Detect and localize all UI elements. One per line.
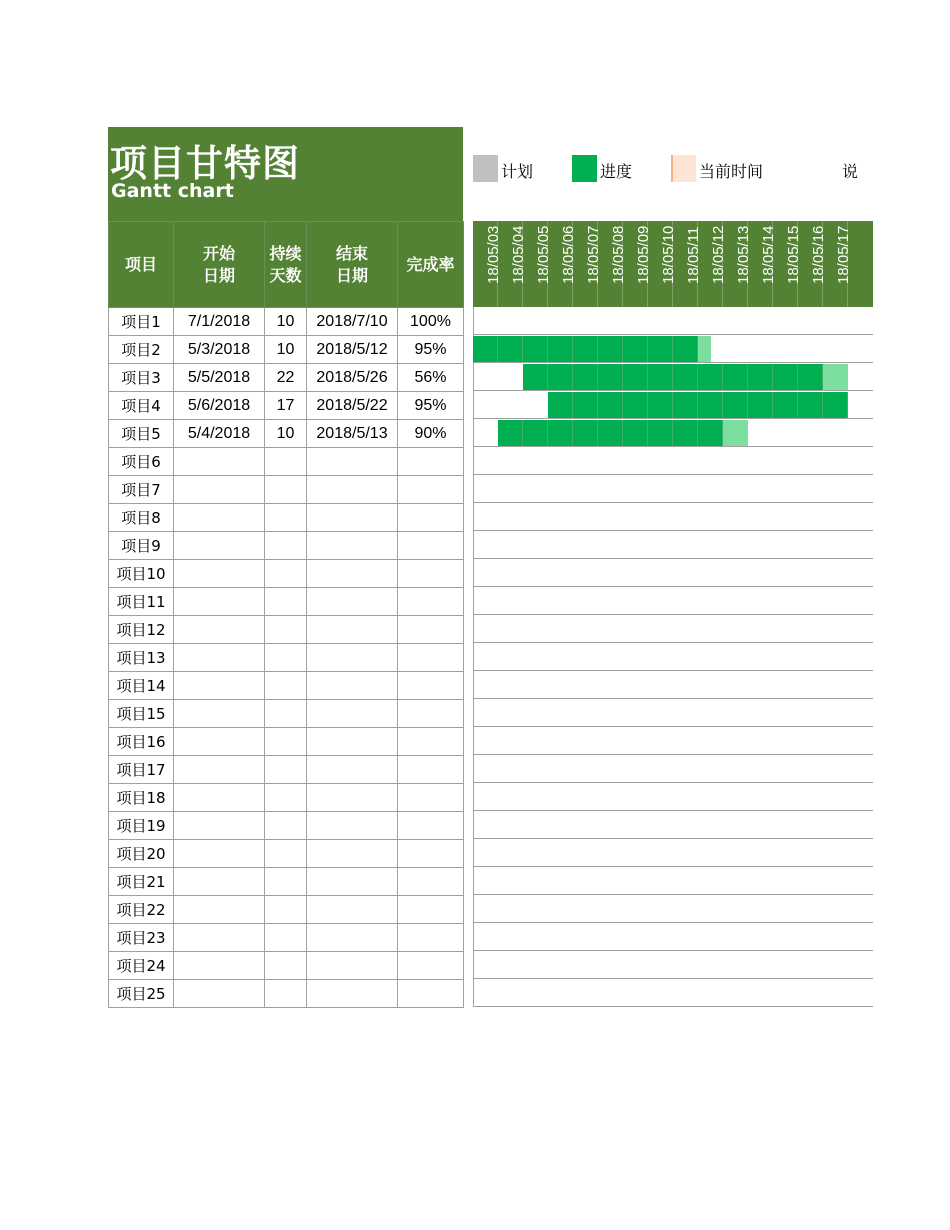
- date-label: 18/05/16: [810, 225, 827, 284]
- cell-start[interactable]: [174, 784, 265, 812]
- cell-duration[interactable]: [265, 756, 307, 784]
- date-label: 18/05/05: [535, 225, 552, 284]
- cell-end[interactable]: [307, 644, 398, 672]
- progress-bar-cell: [573, 392, 598, 418]
- table-row: [109, 644, 464, 672]
- cell-name[interactable]: 项目7: [109, 476, 174, 504]
- legend-label-plan: 计划: [501, 162, 534, 181]
- table-row: [109, 868, 464, 896]
- cell-start[interactable]: [174, 756, 265, 784]
- cell-progress[interactable]: [398, 672, 464, 700]
- cell-duration[interactable]: [265, 560, 307, 588]
- legend-clipped-text: 说: [842, 162, 859, 181]
- cell-end[interactable]: [307, 980, 398, 1008]
- cell-duration[interactable]: [265, 868, 307, 896]
- cell-progress[interactable]: [398, 784, 464, 812]
- table-row: [109, 588, 464, 616]
- progress-bar-cell: [623, 420, 648, 446]
- cell-start[interactable]: 5/4/2018: [174, 420, 265, 448]
- legend-label-current-time: 当前时间: [699, 162, 764, 181]
- progress-bar-cell: [473, 336, 498, 362]
- date-column-header: [473, 221, 502, 307]
- table-row: [109, 924, 464, 952]
- date-label: 18/05/15: [785, 225, 802, 284]
- cell-end[interactable]: [307, 672, 398, 700]
- legend-swatch-plan: [473, 155, 498, 182]
- cell-end[interactable]: [307, 868, 398, 896]
- table-header-row: [109, 222, 464, 308]
- cell-name[interactable]: 项目15: [109, 700, 174, 728]
- date-label: 18/05/08: [610, 225, 627, 284]
- gantt-chart: [473, 221, 852, 1006]
- date-label: 18/05/03: [485, 225, 502, 284]
- header-task: 项目: [109, 222, 174, 308]
- header-duration: 持续 天数: [265, 222, 307, 308]
- date-column-header: [623, 221, 652, 307]
- gantt-row: [473, 923, 873, 951]
- cell-name[interactable]: 项目4: [109, 392, 174, 420]
- table-row: [109, 392, 464, 420]
- cell-start[interactable]: [174, 812, 265, 840]
- legend-swatch-progress: [572, 155, 597, 182]
- progress-bar-cell: [723, 392, 748, 418]
- cell-end[interactable]: [307, 700, 398, 728]
- gantt-row: [473, 671, 873, 699]
- cell-start[interactable]: [174, 504, 265, 532]
- cell-start[interactable]: [174, 840, 265, 868]
- cell-name[interactable]: 项目20: [109, 840, 174, 868]
- date-label: 18/05/13: [735, 225, 752, 284]
- date-column-header: [523, 221, 552, 307]
- date-column-header: [548, 221, 577, 307]
- cell-progress[interactable]: [398, 728, 464, 756]
- gantt-date-header: [473, 221, 873, 307]
- progress-bar-cell: [573, 364, 598, 390]
- cell-progress[interactable]: 95%: [398, 392, 464, 420]
- table-row: [109, 560, 464, 588]
- cell-end[interactable]: [307, 476, 398, 504]
- table-row: [109, 672, 464, 700]
- progress-bar-cell: [773, 392, 798, 418]
- progress-bar-cell: [548, 420, 573, 446]
- gantt-row: [473, 307, 873, 335]
- date-column-header: [823, 221, 852, 307]
- progress-bar-cell: [698, 392, 723, 418]
- cell-end[interactable]: [307, 840, 398, 868]
- progress-bar-cell: [623, 336, 648, 362]
- progress-bar-cell: [598, 364, 623, 390]
- cell-progress[interactable]: [398, 868, 464, 896]
- progress-bar-cell: [623, 364, 648, 390]
- table-row: [109, 448, 464, 476]
- gantt-row: [473, 643, 873, 671]
- cell-end[interactable]: [307, 952, 398, 980]
- cell-duration[interactable]: [265, 952, 307, 980]
- progress-bar-cell: [748, 392, 773, 418]
- header-progress: 完成率: [398, 222, 464, 308]
- table-row: [109, 336, 464, 364]
- cell-name[interactable]: 项目9: [109, 532, 174, 560]
- cell-progress[interactable]: [398, 840, 464, 868]
- gantt-row: [473, 699, 873, 727]
- gantt-row: [473, 979, 873, 1007]
- cell-duration[interactable]: [265, 616, 307, 644]
- progress-bar-cell: [648, 364, 673, 390]
- cell-end[interactable]: [307, 784, 398, 812]
- cell-progress[interactable]: [398, 588, 464, 616]
- cell-name[interactable]: 项目3: [109, 364, 174, 392]
- date-column-header: [648, 221, 677, 307]
- header-end: 结束 日期: [307, 222, 398, 308]
- table-row: [109, 308, 464, 336]
- cell-start[interactable]: 5/6/2018: [174, 392, 265, 420]
- date-column-header: [798, 221, 827, 307]
- progress-bar-cell: [548, 392, 573, 418]
- cell-start[interactable]: [174, 560, 265, 588]
- cell-end[interactable]: 2018/5/22: [307, 392, 398, 420]
- cell-duration[interactable]: [265, 840, 307, 868]
- cell-duration[interactable]: [265, 812, 307, 840]
- progress-bar-cell: [698, 364, 723, 390]
- cell-duration[interactable]: [265, 896, 307, 924]
- cell-duration[interactable]: [265, 588, 307, 616]
- gantt-row: [473, 839, 873, 867]
- progress-bar-cell: [823, 392, 848, 418]
- progress-bar-cell: [548, 364, 573, 390]
- cell-start[interactable]: [174, 532, 265, 560]
- table-row: [109, 784, 464, 812]
- gantt-row: [473, 391, 873, 419]
- cell-start[interactable]: [174, 700, 265, 728]
- date-column-header: [723, 221, 752, 307]
- progress-bar-cell: [648, 336, 673, 362]
- progress-bar-cell: [798, 364, 823, 390]
- cell-progress[interactable]: [398, 812, 464, 840]
- cell-progress[interactable]: [398, 700, 464, 728]
- table-row: [109, 616, 464, 644]
- cell-name[interactable]: 项目18: [109, 784, 174, 812]
- cell-start[interactable]: [174, 728, 265, 756]
- cell-name[interactable]: 项目13: [109, 644, 174, 672]
- progress-bar-cell: [698, 420, 723, 446]
- cell-progress[interactable]: 56%: [398, 364, 464, 392]
- cell-progress[interactable]: [398, 952, 464, 980]
- progress-bar-cell: [498, 336, 523, 362]
- cell-name[interactable]: 项目21: [109, 868, 174, 896]
- page-title: 项目甘特图: [110, 142, 300, 185]
- cell-duration[interactable]: [265, 644, 307, 672]
- cell-progress[interactable]: [398, 896, 464, 924]
- table-row: [109, 728, 464, 756]
- progress-bar-cell: [648, 420, 673, 446]
- cell-duration[interactable]: [265, 672, 307, 700]
- cell-start[interactable]: [174, 616, 265, 644]
- progress-bar-cell: [773, 364, 798, 390]
- cell-end[interactable]: [307, 924, 398, 952]
- progress-bar-cell: [548, 336, 573, 362]
- cell-duration[interactable]: [265, 784, 307, 812]
- cell-name[interactable]: 项目11: [109, 588, 174, 616]
- cell-start[interactable]: [174, 980, 265, 1008]
- progress-bar-cell: [723, 364, 748, 390]
- cell-duration[interactable]: [265, 700, 307, 728]
- cell-end[interactable]: [307, 728, 398, 756]
- cell-end[interactable]: [307, 588, 398, 616]
- gantt-row: [473, 811, 873, 839]
- gantt-row: [473, 895, 873, 923]
- cell-end[interactable]: [307, 896, 398, 924]
- cell-name[interactable]: 项目2: [109, 336, 174, 364]
- cell-name[interactable]: 项目12: [109, 616, 174, 644]
- gantt-row: [473, 615, 873, 643]
- cell-name[interactable]: 项目1: [109, 308, 174, 336]
- progress-bar-cell: [573, 420, 598, 446]
- gantt-row: [473, 867, 873, 895]
- table-row: [109, 532, 464, 560]
- date-label: 18/05/14: [760, 225, 777, 284]
- date-column-header: [573, 221, 602, 307]
- progress-bar-cell: [623, 392, 648, 418]
- cell-progress[interactable]: [398, 756, 464, 784]
- cell-name[interactable]: 项目8: [109, 504, 174, 532]
- gantt-row: [473, 475, 873, 503]
- table-row: [109, 364, 464, 392]
- gantt-row: [473, 755, 873, 783]
- gantt-row: [473, 335, 873, 363]
- gantt-row: [473, 587, 873, 615]
- table-row: [109, 420, 464, 448]
- header-start: 开始 日期: [174, 222, 265, 308]
- date-label: 18/05/10: [660, 225, 677, 284]
- cell-end[interactable]: [307, 448, 398, 476]
- date-label: 18/05/09: [635, 225, 652, 284]
- task-table: [108, 221, 464, 1008]
- progress-bar-cell: [648, 392, 673, 418]
- cell-end[interactable]: [307, 504, 398, 532]
- cell-end[interactable]: 2018/5/12: [307, 336, 398, 364]
- progress-bar-cell: [573, 336, 598, 362]
- cell-progress[interactable]: [398, 980, 464, 1008]
- cell-duration[interactable]: 10: [265, 420, 307, 448]
- cell-end[interactable]: [307, 812, 398, 840]
- cell-progress[interactable]: 95%: [398, 336, 464, 364]
- cell-name[interactable]: 项目5: [109, 420, 174, 448]
- gantt-rows: [473, 307, 873, 1007]
- cell-progress[interactable]: [398, 532, 464, 560]
- gantt-row: [473, 363, 873, 391]
- cell-end[interactable]: 2018/5/13: [307, 420, 398, 448]
- cell-duration[interactable]: [265, 476, 307, 504]
- cell-name[interactable]: 项目6: [109, 448, 174, 476]
- cell-progress[interactable]: [398, 560, 464, 588]
- cell-progress[interactable]: 90%: [398, 420, 464, 448]
- date-column-header: [773, 221, 802, 307]
- progress-bar-cell: [598, 392, 623, 418]
- cell-name[interactable]: 项目10: [109, 560, 174, 588]
- progress-bar-partial-cell: [723, 420, 748, 446]
- date-column-header: [673, 221, 702, 307]
- date-label: 18/05/11: [685, 226, 702, 284]
- progress-bar-cell: [673, 420, 698, 446]
- table-row: [109, 476, 464, 504]
- cell-name[interactable]: 项目19: [109, 812, 174, 840]
- cell-duration[interactable]: [265, 448, 307, 476]
- progress-bar-cell: [498, 420, 523, 446]
- date-column-header: [498, 221, 527, 307]
- cell-progress[interactable]: [398, 644, 464, 672]
- cell-start[interactable]: [174, 644, 265, 672]
- progress-bar-cell: [523, 336, 548, 362]
- cell-end[interactable]: 2018/5/26: [307, 364, 398, 392]
- gantt-row: [473, 447, 873, 475]
- progress-bar-cell: [673, 392, 698, 418]
- cell-duration[interactable]: 17: [265, 392, 307, 420]
- cell-progress[interactable]: 100%: [398, 308, 464, 336]
- cell-duration[interactable]: [265, 504, 307, 532]
- cell-progress[interactable]: [398, 504, 464, 532]
- cell-end[interactable]: [307, 560, 398, 588]
- date-label: 18/05/12: [710, 225, 727, 284]
- cell-duration[interactable]: [265, 532, 307, 560]
- cell-end[interactable]: [307, 756, 398, 784]
- progress-bar-partial-cell: [698, 336, 711, 362]
- progress-bar-cell: [798, 392, 823, 418]
- cell-start[interactable]: 7/1/2018: [174, 308, 265, 336]
- progress-bar-cell: [598, 420, 623, 446]
- cell-name[interactable]: 项目22: [109, 896, 174, 924]
- date-column-header: [698, 221, 727, 307]
- table-row: [109, 980, 464, 1008]
- cell-duration[interactable]: [265, 980, 307, 1008]
- gantt-row: [473, 951, 873, 979]
- cell-start[interactable]: [174, 476, 265, 504]
- cell-start[interactable]: 5/5/2018: [174, 364, 265, 392]
- cell-progress[interactable]: [398, 616, 464, 644]
- progress-bar-cell: [673, 364, 698, 390]
- table-row: [109, 812, 464, 840]
- progress-bar-cell: [673, 336, 698, 362]
- cell-start[interactable]: [174, 952, 265, 980]
- cell-duration[interactable]: 10: [265, 308, 307, 336]
- legend-label-progress: 进度: [600, 162, 633, 181]
- date-label: 18/05/06: [560, 225, 577, 284]
- progress-bar-cell: [748, 364, 773, 390]
- table-row: [109, 896, 464, 924]
- table-row: [109, 700, 464, 728]
- table-row: [109, 952, 464, 980]
- cell-duration[interactable]: [265, 924, 307, 952]
- cell-start[interactable]: [174, 672, 265, 700]
- cell-name[interactable]: 项目24: [109, 952, 174, 980]
- cell-duration[interactable]: 10: [265, 336, 307, 364]
- gantt-row: [473, 727, 873, 755]
- table-row: [109, 840, 464, 868]
- cell-end[interactable]: 2018/7/10: [307, 308, 398, 336]
- cell-end[interactable]: [307, 616, 398, 644]
- legend-swatch-current-time: [671, 155, 696, 182]
- gantt-row: [473, 419, 873, 447]
- gantt-row: [473, 783, 873, 811]
- progress-bar-cell: [523, 364, 548, 390]
- cell-start[interactable]: [174, 868, 265, 896]
- gantt-row: [473, 531, 873, 559]
- cell-start[interactable]: [174, 896, 265, 924]
- progress-bar-partial-cell: [823, 364, 848, 390]
- cell-name[interactable]: 项目16: [109, 728, 174, 756]
- gantt-row: [473, 559, 873, 587]
- cell-end[interactable]: [307, 532, 398, 560]
- page-subtitle: Gantt chart: [111, 180, 234, 202]
- cell-name[interactable]: 项目17: [109, 756, 174, 784]
- date-column-header: [748, 221, 777, 307]
- date-label: 18/05/17: [835, 225, 852, 284]
- cell-name[interactable]: 项目23: [109, 924, 174, 952]
- cell-progress[interactable]: [398, 448, 464, 476]
- cell-duration[interactable]: [265, 728, 307, 756]
- cell-start[interactable]: 5/3/2018: [174, 336, 265, 364]
- cell-start[interactable]: [174, 924, 265, 952]
- table-row: [109, 756, 464, 784]
- cell-name[interactable]: 项目14: [109, 672, 174, 700]
- date-label: 18/05/07: [585, 225, 602, 284]
- date-label: 18/05/04: [510, 225, 527, 284]
- cell-progress[interactable]: [398, 476, 464, 504]
- cell-start[interactable]: [174, 588, 265, 616]
- cell-progress[interactable]: [398, 924, 464, 952]
- date-column-header: [598, 221, 627, 307]
- progress-bar-cell: [598, 336, 623, 362]
- progress-bar-cell: [523, 420, 548, 446]
- title-block: [108, 127, 463, 221]
- cell-start[interactable]: [174, 448, 265, 476]
- cell-duration[interactable]: 22: [265, 364, 307, 392]
- gantt-row: [473, 503, 873, 531]
- table-row: [109, 504, 464, 532]
- cell-name[interactable]: 项目25: [109, 980, 174, 1008]
